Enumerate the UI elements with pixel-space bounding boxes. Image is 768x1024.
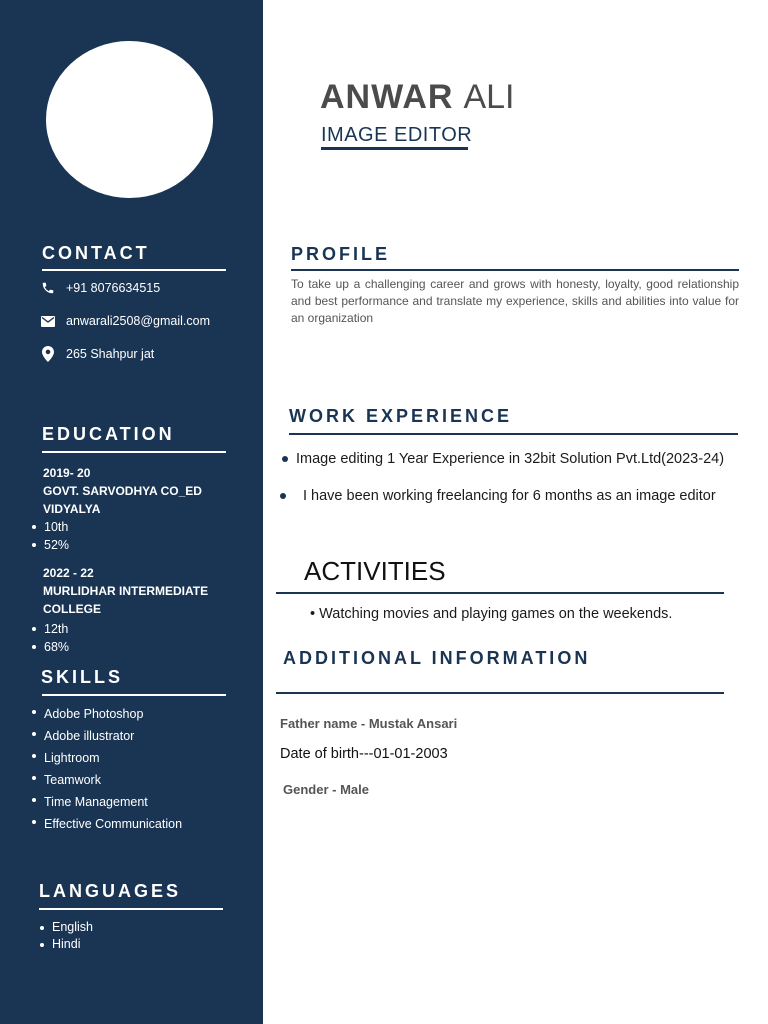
work-experience-heading: WORK EXPERIENCE	[289, 406, 513, 426]
address-text: 265 Shahpur jat	[66, 347, 155, 361]
education-school: MURLIDHAR INTERMEDIATE	[43, 584, 209, 598]
languages-list	[38, 919, 93, 953]
list-item: Lightroom	[30, 747, 182, 769]
education-school: COLLEGE	[43, 602, 102, 616]
education-divider	[42, 451, 226, 453]
list-item: Effective Communication	[30, 813, 182, 835]
languages-divider	[39, 908, 223, 910]
contact-phone	[40, 280, 160, 296]
activities-divider	[276, 592, 724, 594]
list-item: 10th	[30, 518, 69, 536]
contact-divider	[42, 269, 226, 271]
phone-icon	[40, 280, 56, 296]
work-experience-divider	[289, 433, 738, 435]
profile-text: To take up a challenging career and grows with honesty, loyalty, good relationship and best performance and translate my experience, skills and abilities into value for an organization	[291, 277, 739, 325]
mail-icon	[40, 313, 56, 329]
email-text: anwarali2508@gmail.com	[66, 314, 211, 328]
gender: Gender - Male	[283, 782, 369, 797]
bullet-icon	[282, 456, 288, 462]
education-years: 2022 - 22	[43, 566, 94, 580]
list-item: Teamwork	[30, 769, 182, 791]
education-school: VIDYALYA	[43, 502, 101, 516]
profile-heading: PROFILE	[291, 244, 391, 264]
languages-heading: LANGUAGES	[39, 881, 182, 901]
list-item: I have been working freelancing for 6 months as an image editor	[280, 488, 716, 504]
education-entry	[43, 564, 208, 618]
job-title-underline	[321, 147, 468, 150]
date-of-birth: Date of birth---01-01-2003	[280, 746, 448, 762]
profile-divider	[291, 269, 739, 271]
contact-address	[40, 346, 154, 362]
education-years: 2019- 20	[43, 466, 91, 480]
list-item: Adobe Photoshop	[30, 703, 182, 725]
job-title: IMAGE EDITOR	[321, 124, 473, 146]
education-heading: EDUCATION	[42, 424, 175, 444]
bullet-icon	[280, 493, 286, 499]
additional-info-heading: ADDITIONAL INFORMATION	[283, 648, 591, 668]
skills-heading: SKILLS	[41, 667, 124, 687]
activities-heading: ACTIVITIES	[304, 556, 446, 586]
skills-divider	[42, 694, 226, 696]
education-details	[30, 518, 69, 554]
list-item: 52%	[30, 536, 69, 554]
sidebar	[0, 0, 263, 1024]
additional-info-divider	[276, 692, 724, 694]
father-name: Father name - Mustak Ansari	[280, 716, 458, 731]
education-details	[30, 620, 69, 656]
list-item: Time Management	[30, 791, 182, 813]
contact-heading: CONTACT	[42, 243, 150, 263]
list-item: 12th	[30, 620, 69, 638]
contact-email	[40, 313, 210, 329]
phone-text: +91 8076634515	[66, 281, 161, 295]
list-item: • Watching movies and playing games on the weekends.	[310, 606, 673, 622]
location-pin-icon	[40, 346, 56, 362]
education-entry	[43, 464, 202, 518]
first-name: ANWAR	[320, 78, 454, 116]
list-item: Adobe illustrator	[30, 725, 182, 747]
skills-list	[30, 703, 182, 835]
list-item: 68%	[30, 638, 69, 656]
profile-photo-placeholder	[46, 41, 213, 198]
education-school: GOVT. SARVODHYA CO_ED	[43, 484, 202, 498]
list-item: Image editing 1 Year Experience in 32bit Solution Pvt.Ltd(2023-24)	[282, 451, 724, 467]
full-name	[320, 78, 514, 117]
list-item: English	[38, 919, 93, 936]
list-item: Hindi	[38, 936, 93, 953]
last-name: ALI	[463, 78, 515, 116]
